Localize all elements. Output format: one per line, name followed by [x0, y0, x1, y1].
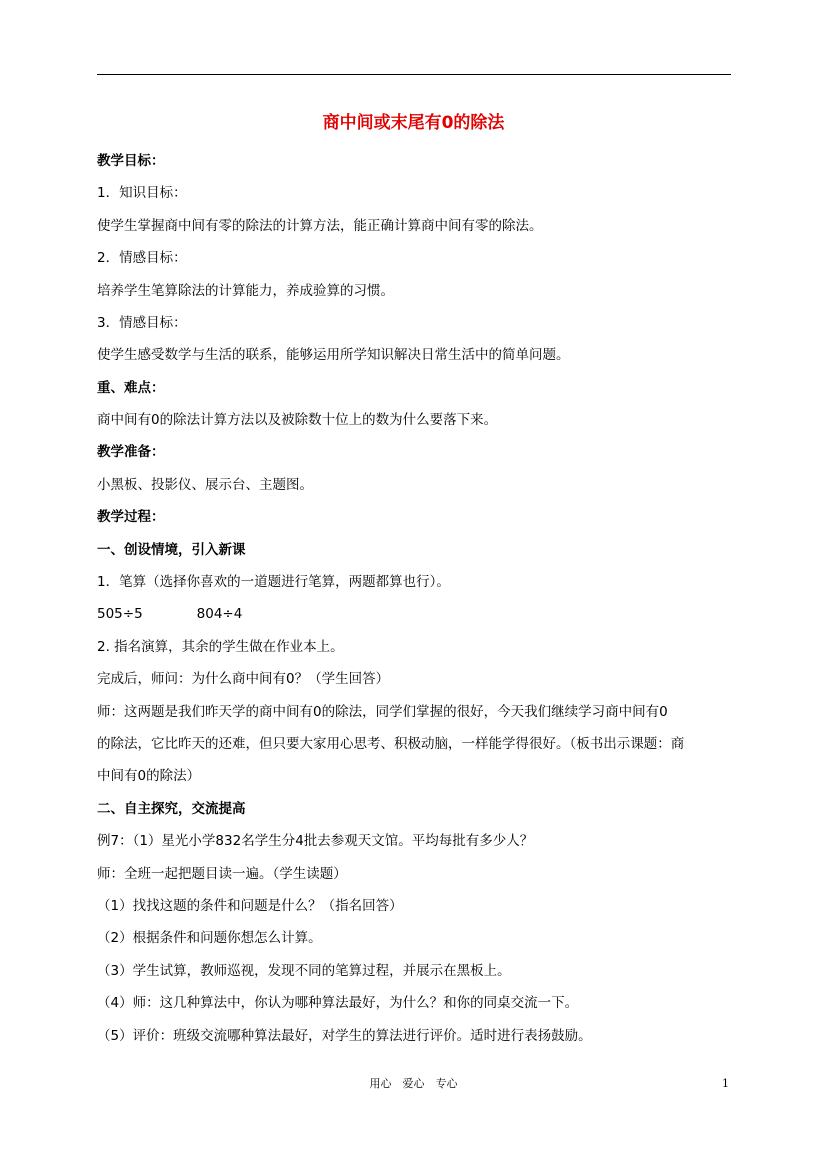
paragraph: 3．情感目标：: [97, 315, 187, 331]
paragraph: （3）学生试算，教师巡视，发现不同的笔算过程，并展示在黑板上。: [97, 963, 511, 979]
heading-preparation: 教学准备：: [97, 444, 165, 460]
document-title: 商中间或末尾有0的除法: [322, 113, 505, 133]
paragraph: 2．情感目标：: [97, 250, 187, 266]
paragraph: （1）找找这题的条件和问题是什么？（指名回答）: [97, 898, 403, 914]
page-number: 1: [722, 1077, 729, 1090]
section-heading-1: 一、创设情境，引入新课: [97, 542, 246, 558]
paragraph: 师：全班一起把题目读一遍。（学生读题）: [97, 866, 347, 882]
paragraph: 师：这两题是我们昨天学的商中间有0的除法，同学们掌握的很好，今天我们继续学习商中间有0: [97, 704, 668, 720]
heading-teaching-goals: 教学目标：: [97, 153, 165, 169]
paragraph: 使学生感受数学与生活的联系，能够运用所学知识解决日常生活中的简单问题。: [97, 347, 570, 363]
paragraph: 例7：（1）星光小学832名学生分4批去参观天文馆。平均每批有多少人？: [97, 833, 534, 849]
paragraph: （5）评价：班级交流哪种算法最好，对学生的算法进行评价。适时进行表扬鼓励。: [97, 1028, 592, 1044]
section-heading-2: 二、自主探究，交流提高: [97, 801, 246, 817]
paragraph: 商中间有0的除法计算方法以及被除数十位上的数为什么要落下来。: [97, 412, 498, 428]
footer-motto: 用心 爱心 专心: [369, 1077, 458, 1090]
paragraph: （2）根据条件和问题你想怎么计算。: [97, 930, 322, 946]
paragraph: 小黑板、投影仪、展示台、主题图。: [97, 477, 313, 493]
paragraph: 完成后，师问：为什么商中间有0？（学生回答）: [97, 671, 390, 687]
heading-process: 教学过程：: [97, 509, 165, 525]
paragraph: 1．知识目标：: [97, 185, 187, 201]
paragraph: 的除法，它比昨天的还难，但只要大家用心思考、积极动脑，一样能学得很好。（板书出示课题：商: [97, 736, 685, 752]
paragraph: 1．笔算（选择你喜欢的一道题进行笔算，两题都算也行）。: [97, 574, 450, 590]
paragraph: 使学生掌握商中间有零的除法的计算方法，能正确计算商中间有零的除法。: [97, 218, 543, 234]
header-rule: [97, 74, 731, 75]
heading-key-points: 重、难点：: [97, 380, 165, 396]
equations: 505÷5 804÷4: [97, 606, 243, 622]
paragraph: （4）师：这几种算法中，你认为哪种算法最好，为什么？和你的同桌交流一下。: [97, 995, 579, 1011]
paragraph: 中间有0的除法）: [97, 768, 201, 784]
paragraph: 培养学生笔算除法的计算能力，养成验算的习惯。: [97, 283, 394, 299]
paragraph: 2. 指名演算，其余的学生做在作业本上。: [97, 639, 344, 655]
